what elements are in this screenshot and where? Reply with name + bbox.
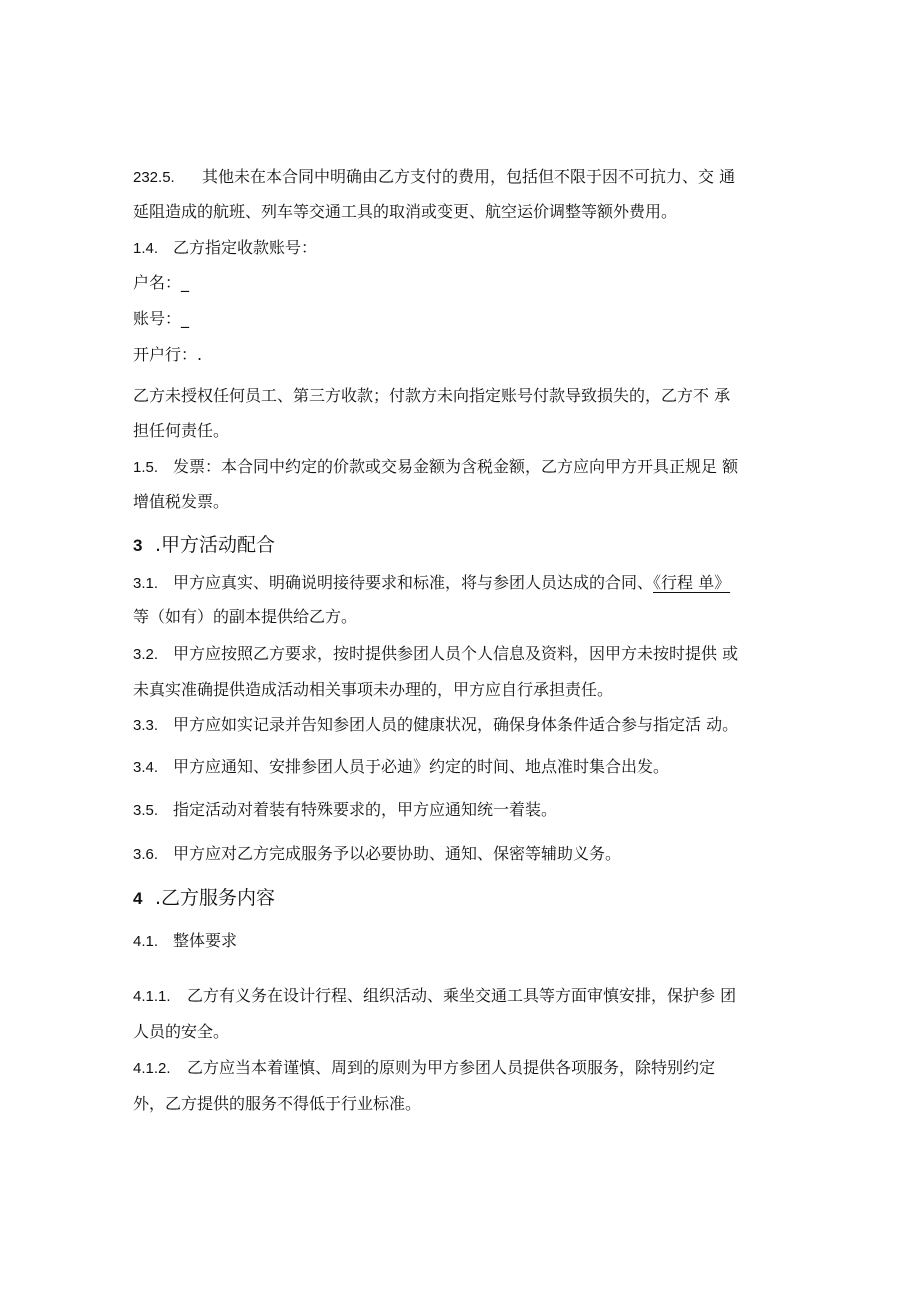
clause-text: 未真实准确提供造成活动相关事项未办理的，甲方应自行承担责任。 [133,680,614,699]
notice-text: 乙方未授权任何员工、第三方收款；付款方未向指定账号付款导致损失的，乙方不 承 [133,386,731,405]
payment-notice-line2 [133,421,229,441]
clause-number: 4.1.2. [133,1060,171,1077]
section-title: .甲方活动配合 [155,534,276,556]
clause-4-1-2-line2 [133,1094,421,1114]
clause-number: 1.5. [133,459,159,476]
clause-4-1-2-line1 [133,1058,715,1079]
clause-text: 整体要求 [173,931,238,950]
clause-number: 232.5. [133,169,175,186]
clause-number: 3.3. [133,717,159,734]
clause-232-5-line2 [133,202,677,222]
clause-text: 甲方应按照乙方要求，按时提供参团人员个人信息及资料，因甲方未按时提供 或 [173,644,739,663]
clause-text: 人员的安全。 [133,1022,230,1041]
clause-text: 乙方应当本着谨慎、周到的原则为甲方参团人员提供各项服务，除特别约定 [187,1058,716,1077]
section-number: 4 [133,889,143,908]
clause-3-2-line2 [133,680,613,700]
clause-1-5-line2 [133,492,229,512]
section-4-heading [133,888,275,909]
clause-number: 1.4. [133,240,159,257]
bank-field [133,345,202,365]
clause-number: 4.1.1. [133,988,171,1005]
clause-number: 4.1. [133,933,159,950]
clause-3-2-line1 [133,644,738,665]
clause-text: 乙方指定收款账号： [173,238,318,257]
account-number-label: 账号：_ [133,309,190,328]
clause-4-1-1-line1 [133,986,736,1007]
clause-text: 乙方有义务在设计行程、组织活动、乘坐交通工具等方面审慎安排，保护参 团 [187,986,737,1005]
account-number-field [133,309,189,329]
clause-text: 其他未在本合同中明确由乙方支付的费用，包括但不限于因不可抗力、交 通 [202,167,736,186]
clause-3-1-line2 [133,607,357,627]
itinerary-reference: 《行程 单》 [653,573,731,592]
payment-notice-line1 [133,386,730,406]
clause-text: 等（如有）的副本提供给乙方。 [133,607,358,626]
clause-text: 甲方应对乙方完成服务予以必要协助、通知、保密等辅助义务。 [173,844,622,863]
clause-number: 3.1. [133,575,159,592]
clause-text: 甲方应通知、安排参团人员于必迪》约定的时间、地点准时集合出发。 [173,757,670,776]
clause-text: 延阻造成的航班、列车等交通工具的取消或变更、航空运价调整等额外费用。 [133,202,678,221]
clause-text: 增值税发票。 [133,492,230,511]
section-number: 3 [133,536,143,555]
clause-3-5 [133,800,557,821]
notice-text: 担任何责任。 [133,421,230,440]
clause-number: 3.6. [133,846,159,863]
clause-text: 外，乙方提供的服务不得低于行业标准。 [133,1094,422,1113]
clause-text: 甲方应如实记录并告知参团人员的健康状况，确保身体条件适合参与指定活 动。 [173,715,739,734]
clause-1-4 [133,238,317,259]
clause-4-1 [133,931,237,952]
clause-number: 3.5. [133,802,159,819]
clause-3-3 [133,715,738,736]
bank-label: 开户行：. [133,345,203,364]
clause-3-6 [133,844,621,865]
account-name-label: 户名：_ [133,273,190,292]
clause-3-1-line1 [133,573,730,594]
clause-number: 3.4. [133,759,159,776]
account-name-field [133,273,189,293]
clause-4-1-1-line2 [133,1022,229,1042]
clause-3-4 [133,757,669,778]
clause-text: 发票：本合同中约定的价款或交易金额为含税金额，乙方应向甲方开具正规足 额 [173,457,739,476]
clause-232-5-line1 [133,167,735,188]
section-title: .乙方服务内容 [155,887,276,909]
clause-1-5-line1 [133,457,738,478]
clause-text: 指定活动对着装有特殊要求的，甲方应通知统一着装。 [173,800,558,819]
clause-number: 3.2. [133,646,159,663]
clause-text: 甲方应真实、明确说明接待要求和标准，将与参团人员达成的合同、 [173,573,654,592]
section-3-heading [133,535,275,556]
